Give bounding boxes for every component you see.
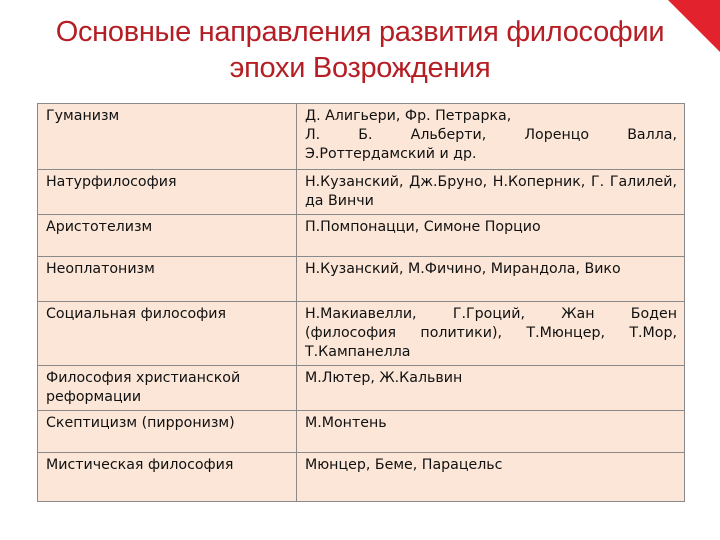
- table-row: [38, 411, 685, 453]
- table-row: [38, 170, 685, 215]
- direction-cell: Скептицизм (пирронизм): [38, 411, 297, 453]
- representatives-cell: Н.Кузанский, Дж.Бруно, Н.Коперник, Г. Галилей, да Винчи: [297, 170, 685, 215]
- table-row: [38, 104, 685, 170]
- representatives-cell: М.Монтень: [297, 411, 685, 453]
- representatives-cell: Мюнцер, Беме, Парацельс: [297, 453, 685, 502]
- representatives-cell: Н.Кузанский, М.Фичино, Мирандола, Вико: [297, 257, 685, 302]
- direction-cell: Неоплатонизм: [38, 257, 297, 302]
- table-row: [38, 215, 685, 257]
- representatives-line: Э.Роттердамский и др.: [305, 146, 477, 162]
- philosophy-table: [37, 103, 685, 502]
- representatives-cell: П.Помпонацци, Симоне Порцио: [297, 215, 685, 257]
- direction-cell: Мистическая философия: [38, 453, 297, 502]
- direction-cell: Гуманизм: [38, 104, 297, 170]
- representatives-cell: М.Лютер, Ж.Кальвин: [297, 366, 685, 411]
- direction-cell: Аристотелизм: [38, 215, 297, 257]
- title-line-2: эпохи Возрождения: [229, 52, 491, 84]
- slide-title: [0, 14, 720, 86]
- representatives-cell: Н.Макиавелли, Г.Гроций, Жан Боден (философия политики), Т.Мюнцер, Т.Мор, Т.Кампанелла: [297, 302, 685, 366]
- representatives-line: Л. Б. Альберти, Лоренцо Валла,: [305, 127, 677, 143]
- row0-representatives-full: [0, 0, 1, 1]
- representatives-cell: [297, 104, 685, 170]
- direction-cell: Философия христианской реформации: [38, 366, 297, 411]
- table-row: [38, 453, 685, 502]
- table-row: [38, 302, 685, 366]
- title-line-1: Основные направления развития философии: [55, 16, 665, 48]
- representatives-line: Д. Алигьери, Фр. Петрарка,: [305, 108, 512, 124]
- table-row: [38, 366, 685, 411]
- table-row: [38, 257, 685, 302]
- philosophy-table-container: [37, 103, 685, 502]
- direction-cell: Социальная философия: [38, 302, 297, 366]
- direction-cell: Натурфилософия: [38, 170, 297, 215]
